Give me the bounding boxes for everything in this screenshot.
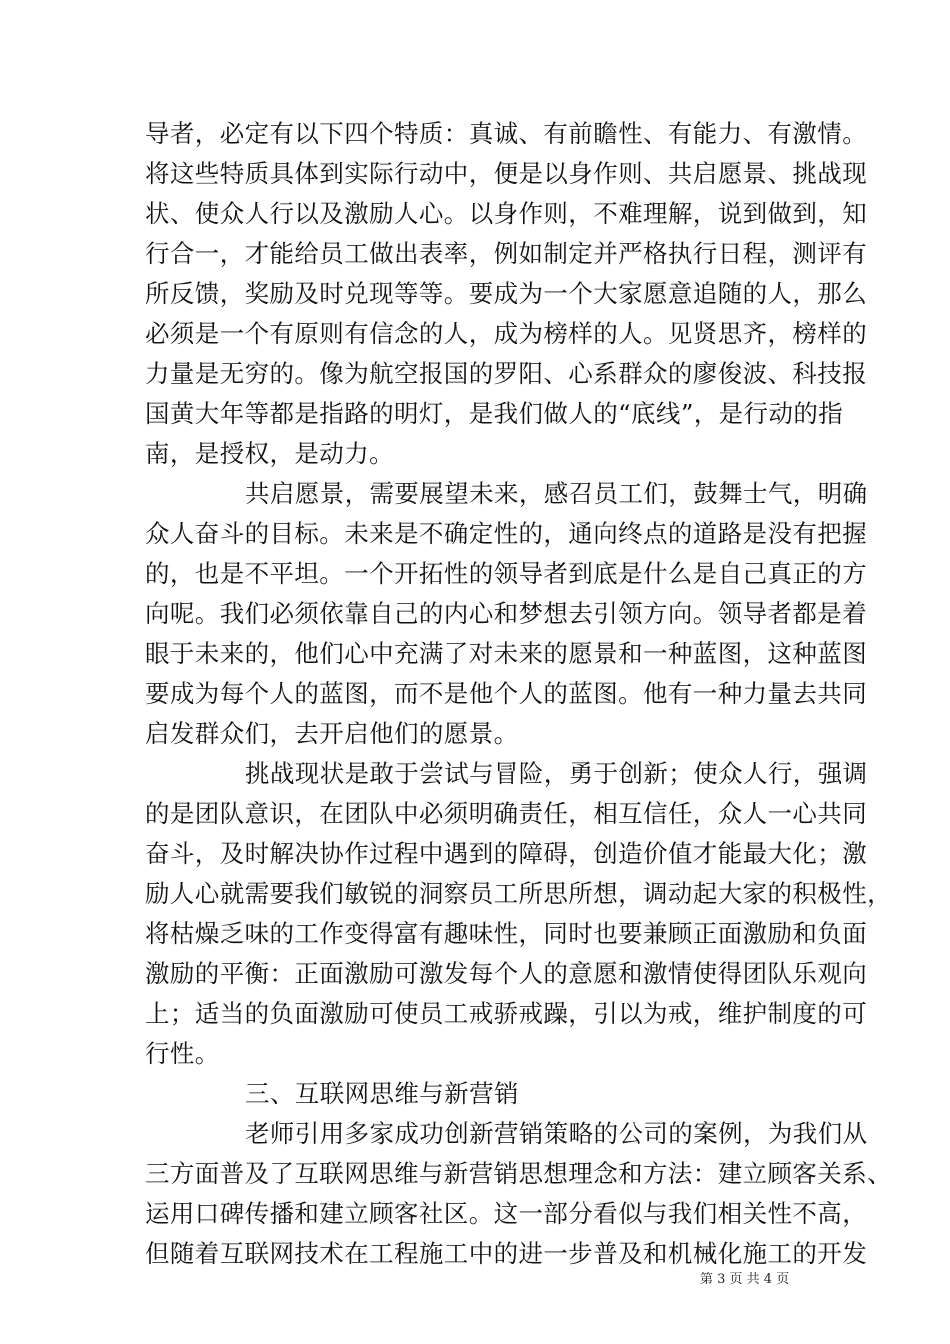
text-line: 三方面普及了互联网思维与新营销思想理念和方法：建立顾客关系、 bbox=[145, 1159, 892, 1188]
text-line: 眼于未来的，他们心中充满了对未来的愿景和一种蓝图，这种蓝图 bbox=[145, 639, 868, 668]
text-line: 状、使众人行以及激励人心。以身作则，不难理解，说到做到，知 bbox=[145, 199, 868, 228]
section-heading: 三、互联网思维与新营销 bbox=[245, 1079, 519, 1108]
text-line: 行合一，才能给员工做出表率，例如制定并严格执行日程，测评有 bbox=[145, 239, 868, 268]
page-number-footer: 第 3 页 共 4 页 bbox=[700, 1272, 790, 1287]
text-line: 奋斗，及时解决协作过程中遇到的障碍，创造价值才能最大化；激 bbox=[145, 839, 868, 868]
text-line: 激励的平衡：正面激励可激发每个人的意愿和激情使得团队乐观向 bbox=[145, 959, 868, 988]
text-line: 众人奋斗的目标。未来是不确定性的，通向终点的道路是没有把握 bbox=[145, 519, 868, 548]
paragraph-start-line: 挑战现状是敢于尝试与冒险，勇于创新；使众人行，强调 bbox=[245, 759, 868, 788]
text-line: 启发群众们，去开启他们的愿景。 bbox=[145, 719, 519, 748]
text-line: 将枯燥乏味的工作变得富有趣味性，同时也要兼顾正面激励和负面 bbox=[145, 919, 868, 948]
text-line: 向呢。我们必须依靠自己的内心和梦想去引领方向。领导者都是着 bbox=[145, 599, 868, 628]
text-line: 上；适当的负面激励可使员工戒骄戒躁，引以为戒，维护制度的可 bbox=[145, 999, 868, 1028]
text-line: 导者，必定有以下四个特质：真诚、有前瞻性、有能力、有激情。 bbox=[145, 119, 868, 148]
text-line: 所反馈，奖励及时兑现等等。要成为一个大家愿意追随的人，那么 bbox=[145, 279, 868, 308]
text-line: 力量是无穷的。像为航空报国的罗阳、心系群众的廖俊波、科技报 bbox=[145, 359, 868, 388]
paragraph-start-line: 共启愿景，需要展望未来，感召员工们，鼓舞士气，明确 bbox=[245, 479, 868, 508]
text-line: 将这些特质具体到实际行动中，便是以身作则、共启愿景、挑战现 bbox=[145, 159, 868, 188]
text-line: 的是团队意识，在团队中必须明确责任，相互信任，众人一心共同 bbox=[145, 799, 868, 828]
text-line: 南，是授权，是动力。 bbox=[145, 439, 394, 468]
text-line: 国黄大年等都是指路的明灯，是我们做人的“底线”，是行动的指 bbox=[145, 399, 844, 428]
text-line: 的，也是不平坦。一个开拓性的领导者到底是什么是自己真正的方 bbox=[145, 559, 868, 588]
paragraph-start-line: 老师引用多家成功创新营销策略的公司的案例，为我们从 bbox=[245, 1119, 868, 1148]
text-line: 行性。 bbox=[145, 1039, 220, 1068]
text-line: 要成为每个人的蓝图，而不是他个人的蓝图。他有一种力量去共同 bbox=[145, 679, 868, 708]
text-line: 必须是一个有原则有信念的人，成为榜样的人。见贤思齐，榜样的 bbox=[145, 319, 868, 348]
text-line: 运用口碑传播和建立顾客社区。这一部分看似与我们相关性不高， bbox=[145, 1199, 868, 1228]
text-line: 但随着互联网技术在工程施工中的进一步普及和机械化施工的开发 bbox=[145, 1239, 868, 1268]
text-line: 励人心就需要我们敏锐的洞察员工所思所想，调动起大家的积极性， bbox=[145, 879, 892, 908]
